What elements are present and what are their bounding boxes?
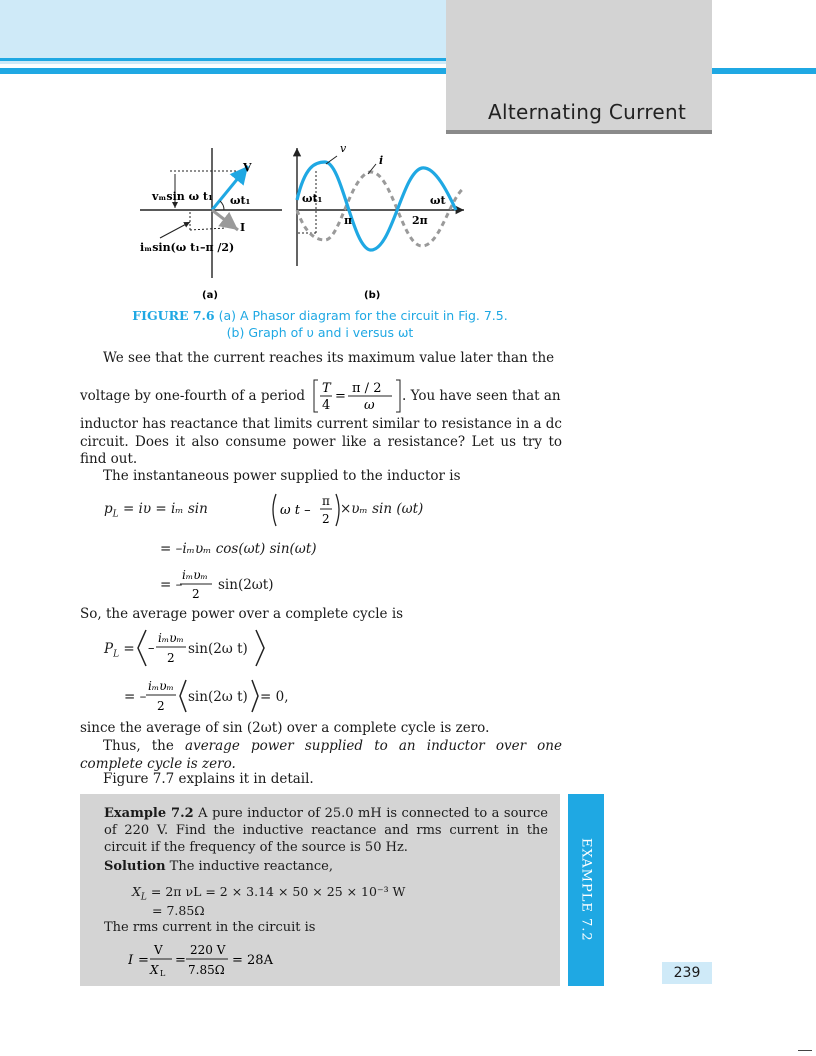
example-solution <box>104 858 548 875</box>
period-T: T <box>322 381 331 396</box>
caption-line-2: (b) Graph of υ and i versus ωt <box>226 325 414 340</box>
svg-text:2: 2 <box>167 651 175 665</box>
period-4: 4 <box>322 398 331 413</box>
solution-label: Solution <box>104 859 166 874</box>
rms-text: The rms current in the circuit is <box>104 920 316 935</box>
svg-text:–: – <box>148 641 155 656</box>
period-num: π / 2 <box>352 381 382 396</box>
label-wt1-b: ωt₁ <box>302 192 323 205</box>
figure-caption <box>80 307 560 341</box>
solution-text: The inductive reactance, <box>169 859 333 874</box>
eq1-lhs: p <box>104 501 113 517</box>
paragraph-1b-post: . You have seen that an <box>402 388 561 404</box>
paragraph-2: The instantaneous power supplied to the inductor is <box>103 468 461 484</box>
waveform-graph-b <box>297 142 464 301</box>
paragraph-1: We see that the current reaches its maximum value later than the <box>103 350 555 366</box>
eq-i-den1: X <box>150 963 159 977</box>
svg-text:iₘυₘ: iₘυₘ <box>158 631 184 645</box>
label-2pi: 2π <box>412 214 428 227</box>
equation-2: = –iₘυₘ cos(ωt) sin(ωt) <box>160 541 317 557</box>
example-statement-text: A pure inductor of 25.0 mH is connected to a source of 220 V. Find the inductive reactance and rms current in the circuit if the frequency of the source is 50 Hz. <box>104 806 548 855</box>
eq1-paren-term <box>270 492 350 528</box>
eq3-pre: = – <box>160 577 183 593</box>
paragraph-1c: inductor has reactance that limits current similar to resistance in a dc circuit. Does it also consume power like a resistance? Let us try to find out. <box>80 416 562 467</box>
top-stripe-thin <box>0 58 446 61</box>
paragraph-5-pre: Thus, the <box>103 738 186 754</box>
current-wave <box>297 172 464 246</box>
eq3-post: sin(2ωt) <box>218 577 274 593</box>
paragraph-5 <box>80 738 562 773</box>
top-band <box>0 0 446 64</box>
caption-line-1: (a) A Phasor diagram for the circuit in Fig. 7.5. <box>218 308 508 323</box>
svg-text:L: L <box>160 969 166 978</box>
eq1-tail: ×υₘ sin (ωt) <box>340 501 424 517</box>
svg-text:I: I <box>128 953 134 968</box>
paragraph-4: since the average of sin (2ωt) over a complete cycle is zero. <box>80 720 490 736</box>
phasor-diagram-a <box>140 148 282 301</box>
eq5-post: sin(2ω t) <box>188 689 248 705</box>
example-eq-xl-rhs: = 2π νL = 2 × 3.14 × 50 × 25 × 10⁻³ W <box>150 884 406 899</box>
svg-text:iₘυₘ: iₘυₘ <box>148 679 174 693</box>
chapter-header-shadow <box>446 130 712 134</box>
eq4-lhs: P <box>104 641 114 657</box>
svg-text:2: 2 <box>157 699 165 713</box>
svg-text:=: = <box>138 953 149 968</box>
example-eq-i <box>128 940 288 980</box>
label-im-sin: iₘsin(ω t₁–π /2) <box>140 241 235 254</box>
label-a: (a) <box>202 290 218 301</box>
paragraph-1b-pre: voltage by one-fourth of a period <box>80 388 306 404</box>
corner-mark <box>798 1050 812 1051</box>
example-tab-label <box>568 794 604 986</box>
period-bracket-eq <box>312 378 402 414</box>
label-i: i <box>379 154 384 167</box>
label-v: v <box>340 142 347 155</box>
label-vm-sin: vₘsin ω t₁ <box>152 190 213 203</box>
eq1-rest: = iυ = iₘ sin <box>122 501 208 517</box>
svg-text:2: 2 <box>322 512 330 526</box>
example-eq-xl2: = 7.85Ω <box>152 903 205 918</box>
eq-i-den2: 7.85Ω <box>188 963 225 977</box>
paragraph-6: Figure 7.7 explains it in detail. <box>103 771 314 787</box>
label-wt1: ωt₁ <box>230 194 251 207</box>
example-statement <box>104 805 548 856</box>
eq5-pre: = – <box>124 689 147 705</box>
svg-text:π: π <box>322 494 330 508</box>
example-eq-xl: $X_L = 2\pi$ νL = 2 × 3.14 × 50 × 25 × 10⁻³ W <box>132 884 406 903</box>
eq4-post: sin(2ω t) <box>188 641 248 657</box>
example-tab-text: EXAMPLE 7.2 <box>578 838 594 942</box>
phasor-figure <box>130 138 470 304</box>
svg-text:ω t –: ω t – <box>280 503 311 518</box>
paragraph-3: So, the average power over a complete cycle is <box>80 606 404 622</box>
eq3-den: 2 <box>192 587 200 601</box>
top-stripe-right <box>712 68 816 74</box>
paragraph-5-italic: average power supplied to an inductor over one complete cycle is zero. <box>80 738 562 772</box>
caption-figure-number: FIGURE 7.6 <box>132 308 215 323</box>
label-pi: π <box>344 214 353 227</box>
period-den: ω <box>364 398 375 413</box>
eq5-end: = 0, <box>260 689 289 705</box>
label-V: V <box>243 161 252 174</box>
equation-4: $P_L$ = <box>104 641 135 660</box>
equation-1: $p_L = i\upsilon = i_m$ sin <box>104 501 208 520</box>
current-phasor <box>212 210 238 230</box>
label-I: I <box>240 221 246 234</box>
eq-i-end: = 28A <box>232 953 273 968</box>
svg-text:=: = <box>335 389 346 404</box>
paragraph-1b <box>80 378 562 414</box>
eq3-num: iₘυₘ <box>182 568 208 582</box>
label-wt: ωt <box>430 194 446 207</box>
eq-i-num2: 220 V <box>190 943 226 957</box>
page-number: 239 <box>662 962 712 984</box>
example-title: Example 7.2 <box>104 806 194 821</box>
chapter-title: Alternating Current <box>488 100 687 124</box>
eq3-fraction <box>180 566 216 602</box>
eq-i-num1: V <box>154 943 163 957</box>
svg-text:=: = <box>175 953 186 968</box>
label-b: (b) <box>364 290 381 301</box>
